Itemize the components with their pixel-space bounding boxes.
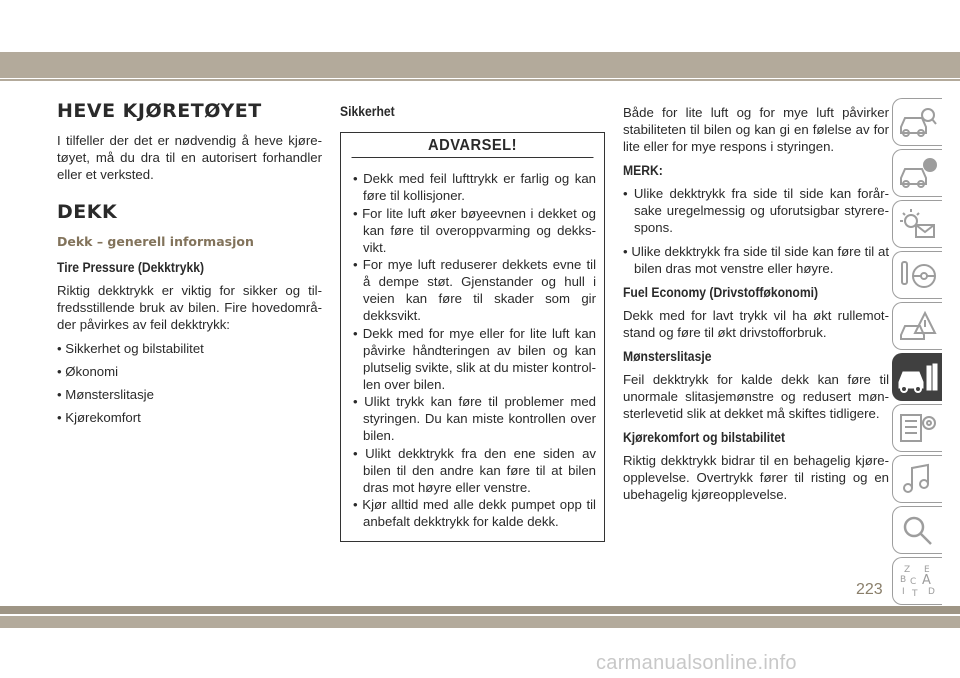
column-right	[623, 98, 889, 510]
heading-komfort: Kjørekomfort og bilstabilitet	[623, 430, 786, 445]
heading-fuel: Fuel Economy (Drivstofføkonomi)	[623, 285, 819, 300]
list-item: • Økonomi	[57, 364, 119, 379]
paragraph-pressure: Riktig dekktrykk er viktig for sikker og tilfredsstillende bruk av bilen. Fire hovedområder påvirkes av feil dekktrykk:	[57, 283, 322, 332]
bottom-band	[0, 606, 960, 614]
subheading-generell: Dekk – generell informasjon	[57, 234, 254, 249]
list-item: • Sikkerhet og bilstabilitet	[57, 341, 204, 356]
heading-sikkerhet: Sikkerhet	[340, 104, 395, 119]
top-band	[0, 52, 960, 78]
top-band-line	[0, 79, 960, 81]
warning-title: ADVARSEL!	[352, 133, 594, 158]
page-number: 223	[856, 581, 883, 598]
warning-item: • For lite luft øker bøyeevnen i dekket og kan føre til overoppvarming og dekksvikt.	[353, 205, 596, 255]
tab-car-wrench[interactable]	[892, 353, 942, 401]
warning-item: • Ulikt dekktrykk fra den ene siden av bilen til den andre kan føre til at bilen dras mot høyre eller venstre.	[353, 445, 596, 495]
music-nav-icon	[898, 462, 938, 496]
tab-car-info[interactable]	[892, 98, 942, 146]
road-hazard-icon	[898, 309, 938, 343]
index-letter: D	[927, 587, 935, 597]
paragraph-heve: I tilfeller der det er nødvendig å heve kjøretøyet, må du dra til en autorisert forhandler eller et verksted.	[57, 133, 322, 182]
car-warning-icon	[898, 156, 938, 190]
paragraph-komfort: Riktig dekktrykk bidrar til en behagelig kjøreopplevelse. Overtrykk fører til risting og en ubehagelig kjøreopplevelse.	[623, 453, 889, 502]
warning-item: • For mye luft reduserer dekkets evne til å dempe støt. Gjenstander og hull i veien kan føre til skader som gir dekksvikt.	[353, 257, 596, 323]
warning-box	[340, 132, 605, 542]
steering-airbag-icon	[898, 258, 938, 292]
note-item: • Ulike dekktrykk fra side til side kan føre til at bilen dras mot venstre eller høyre.	[623, 244, 889, 276]
tab-car-warning[interactable]	[892, 149, 942, 197]
settings-list-icon	[898, 411, 938, 445]
tab-light-message[interactable]	[892, 200, 942, 248]
tab-road-hazard[interactable]	[892, 302, 942, 350]
warning-item: • Ulikt trykk kan føre til problemer med styringen. Du kan miste kontrollen over bilen.	[353, 394, 596, 443]
column-left	[57, 98, 322, 432]
light-message-icon	[898, 207, 938, 241]
column-middle	[340, 98, 605, 542]
index-letter: T	[911, 589, 917, 599]
tab-settings-list[interactable]	[892, 404, 942, 452]
index-letter: E	[923, 565, 930, 575]
index-letter: C	[909, 577, 916, 587]
heading-heve: HEVE KJØRETØYET	[57, 100, 262, 122]
tab-music-nav[interactable]	[892, 455, 942, 503]
tab-alphabet-index[interactable]	[892, 557, 942, 605]
list-item: • Mønsterslitasje	[57, 387, 154, 402]
index-letter: B	[899, 575, 906, 585]
paragraph-fuel: Dekk med for lavt trykk vil ha økt rullemotstand og føre til økt drivstofforbruk.	[623, 308, 889, 340]
list-item: • Kjørekomfort	[57, 410, 141, 425]
heading-merk: MERK:	[623, 163, 663, 178]
heading-monster: Mønsterslitasje	[623, 349, 712, 364]
alphabet-index-icon	[898, 562, 938, 600]
index-letter: I	[901, 587, 905, 597]
paragraph-monster: Feil dekktrykk for kalde dekk kan føre til unormale slitasjemønstre og redusert mønsterlevetid slik at dekket må skiftes tidligere.	[623, 372, 889, 421]
car-wrench-icon	[897, 360, 939, 394]
bottom-band-secondary	[0, 616, 960, 628]
warning-item: • Dekk med feil lufttrykk er farlig og kan føre til kollisjoner.	[353, 171, 596, 203]
index-letter: A	[921, 573, 931, 588]
index-letter: Z	[903, 565, 910, 575]
magnifier-icon	[898, 513, 938, 547]
paragraph-intro: Både for lite luft og for mye luft påvirker stabiliteten til bilen og kan gi en følelse av for lite eller for mye respons i styringen.	[623, 105, 889, 154]
heading-tire-pressure: Tire Pressure (Dekktrykk)	[57, 260, 205, 275]
note-item: • Ulike dekktrykk fra side til side kan forårsake uregelmessig og uforutsigbar styrerespons.	[623, 186, 889, 235]
car-info-icon	[898, 105, 938, 139]
chapter-tabs	[892, 98, 942, 608]
warning-item: • Kjør alltid med alle dekk pumpet opp til anbefalt dekktrykk for kalde dekk.	[353, 497, 596, 529]
tab-steering-airbag[interactable]	[892, 251, 942, 299]
warning-item: • Dekk med for mye eller for lite luft kan påvirke håndteringen av bilen og kan plutselig svikte, slik at du mister kontrollen over bilen.	[353, 325, 596, 392]
tab-search[interactable]	[892, 506, 942, 554]
watermark: carmanualsonline.info	[596, 652, 797, 674]
warning-list	[341, 158, 604, 541]
heading-dekk: DEKK	[57, 201, 118, 223]
